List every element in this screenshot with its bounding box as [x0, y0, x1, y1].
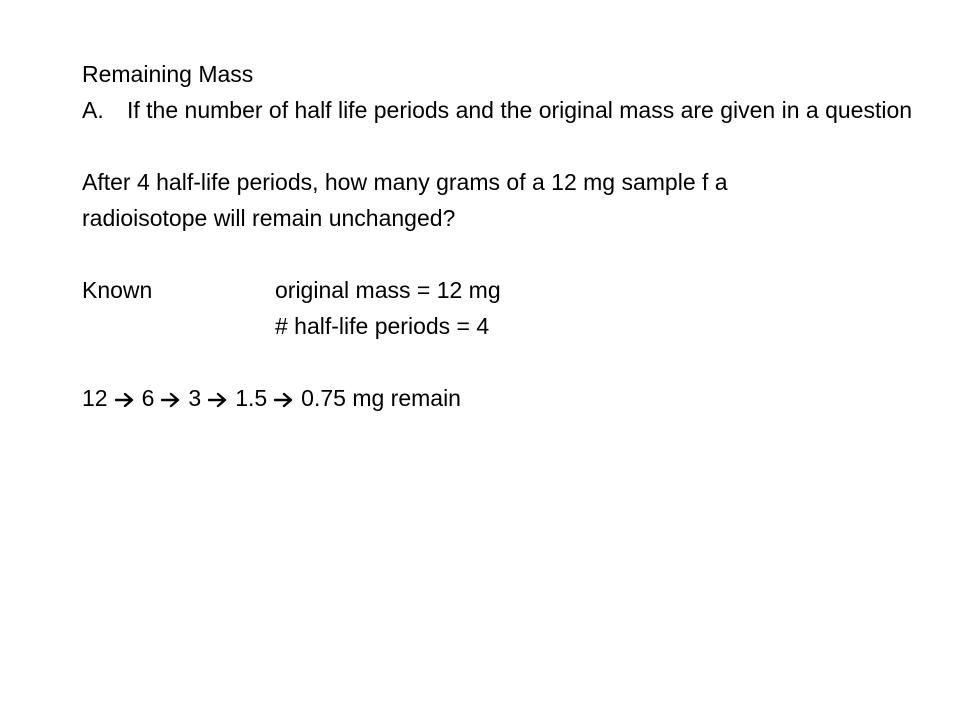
known-label: Known [82, 277, 153, 303]
slide-content [82, 56, 922, 416]
decay-chain [82, 380, 922, 416]
known-row-1 [82, 272, 922, 308]
list-marker: A. [82, 97, 104, 123]
right-arrow-icon [108, 380, 142, 416]
chain-value-3: 3 [188, 385, 202, 411]
known-original-mass: original mass = 12 mg [275, 277, 501, 303]
chain-value-2: 6 [141, 385, 155, 411]
chain-value-1: 12 [82, 385, 108, 411]
chain-value-5: 0.75 mg remain [301, 385, 461, 411]
list-item-a [82, 92, 922, 128]
spacer [82, 128, 922, 164]
question-line-2: radioisotope will remain unchanged? [82, 205, 456, 231]
question-line-1: After 4 half-life periods, how many grams of a 12 mg sample f a [82, 169, 728, 195]
slide-heading: Remaining Mass [82, 61, 254, 87]
chain-value-4: 1.5 [235, 385, 268, 411]
right-arrow-icon [201, 380, 235, 416]
right-arrow-icon [154, 380, 188, 416]
known-indent [82, 308, 275, 344]
list-item-text: If the number of half life periods and the original mass are given in a question [127, 97, 913, 123]
spacer [82, 344, 922, 380]
known-row-2 [82, 308, 922, 344]
right-arrow-icon [267, 380, 301, 416]
known-half-life-periods: # half-life periods = 4 [275, 313, 490, 339]
spacer [82, 236, 922, 272]
